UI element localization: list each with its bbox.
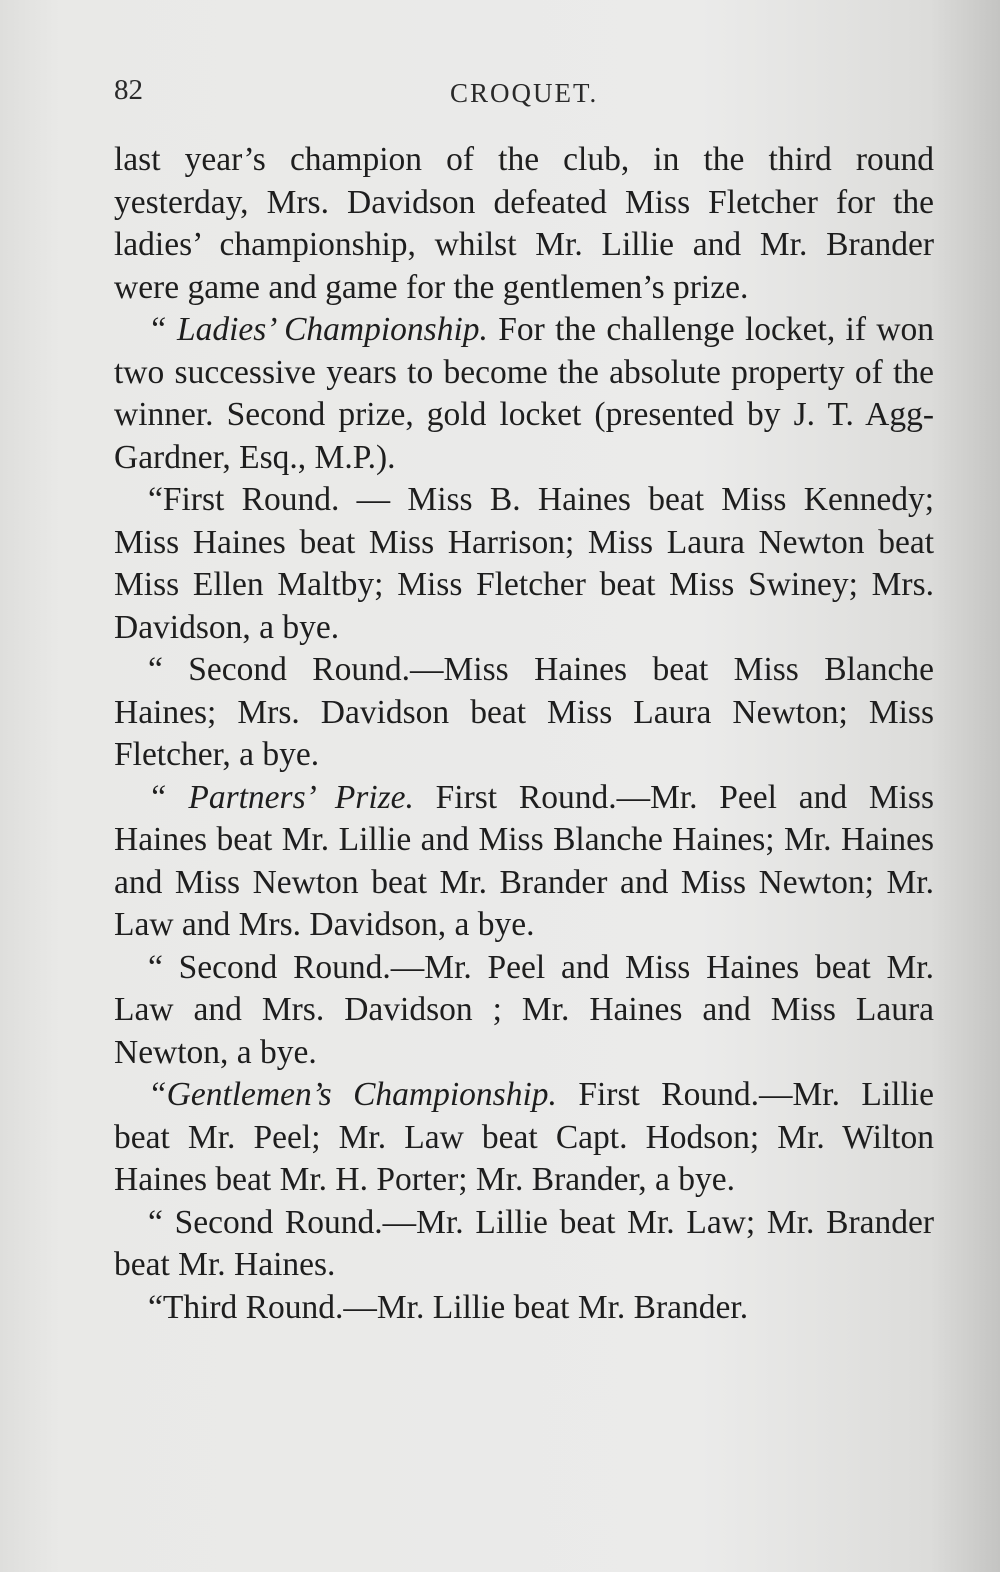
paragraph-ladies-championship	[114, 309, 934, 479]
body-text	[114, 139, 934, 1329]
paragraph-text: “ Second Round.—Mr. Lillie beat Mr. Law; Mr. Brander beat Mr. Haines.	[114, 1203, 934, 1283]
paragraph-gentlemens-third-round	[114, 1287, 934, 1330]
paragraph-gentlemens-championship	[114, 1074, 934, 1202]
section-heading: “Gentlemen’s Championship.	[148, 1076, 557, 1113]
paragraph-continuation	[114, 139, 934, 309]
paragraph-ladies-first-round	[114, 479, 934, 649]
paragraph-text: last year’s champion of the club, in the third round yesterday, Mrs. Davidson defeated Miss Fletcher for the ladies’ championship, whilst Mr. Lillie and Mr. Brander were game and game for the gentlemen’s prize.	[114, 141, 934, 306]
paragraph-text: “ Second Round.—Miss Haines beat Miss Blanche Haines; Mrs. Davidson beat Miss Laura Newton; Miss Fletcher, a bye.	[114, 651, 934, 773]
paragraph-text: For the challenge locket, if won two successive years to become the absolute property of the winner. Second prize, gold locket (presented by J. T. Agg-Gardner, Esq., M.P.).	[114, 311, 935, 476]
paragraph-partners-prize	[114, 777, 934, 947]
paragraph-text: First Round.—Mr. Lillie beat Mr. Peel; Mr. Law beat Capt. Hodson; Mr. Wilton Haines beat Mr. H. Porter; Mr. Brander, a bye.	[114, 1076, 934, 1198]
paragraph-partners-second-round	[114, 947, 934, 1075]
paragraph-text: “ Second Round.—Mr. Peel and Miss Haines beat Mr. Law and Mrs. Davidson ; Mr. Haines and Miss Laura Newton, a bye.	[114, 948, 934, 1071]
page-number: 82	[114, 74, 143, 106]
running-title: CROQUET.	[450, 78, 599, 108]
paragraph-ladies-second-round	[114, 649, 934, 777]
section-heading: “ Ladies’ Championship.	[148, 311, 488, 348]
paragraph-text: “First Round. — Miss B. Haines beat Miss Kennedy; Miss Haines beat Miss Harrison; Miss Laura Newton beat Miss Ellen Maltby; Miss Fletcher beat Miss Swiney; Mrs. Davidson, a bye.	[114, 481, 934, 646]
paragraph-text: First Round.—Mr. Peel and Miss Haines beat Mr. Lillie and Miss Blanche Haines; Mr. Haines and Miss Newton beat Mr. Brander and Miss Newton; Mr. Law and Mrs. Davidson, a bye.	[114, 778, 935, 943]
page-header	[114, 74, 932, 114]
paragraph-gentlemens-second-round	[114, 1202, 934, 1287]
paragraph-text: “Third Round.—Mr. Lillie beat Mr. Brander.	[148, 1288, 749, 1326]
section-heading: “ Partners’ Prize.	[148, 778, 414, 816]
